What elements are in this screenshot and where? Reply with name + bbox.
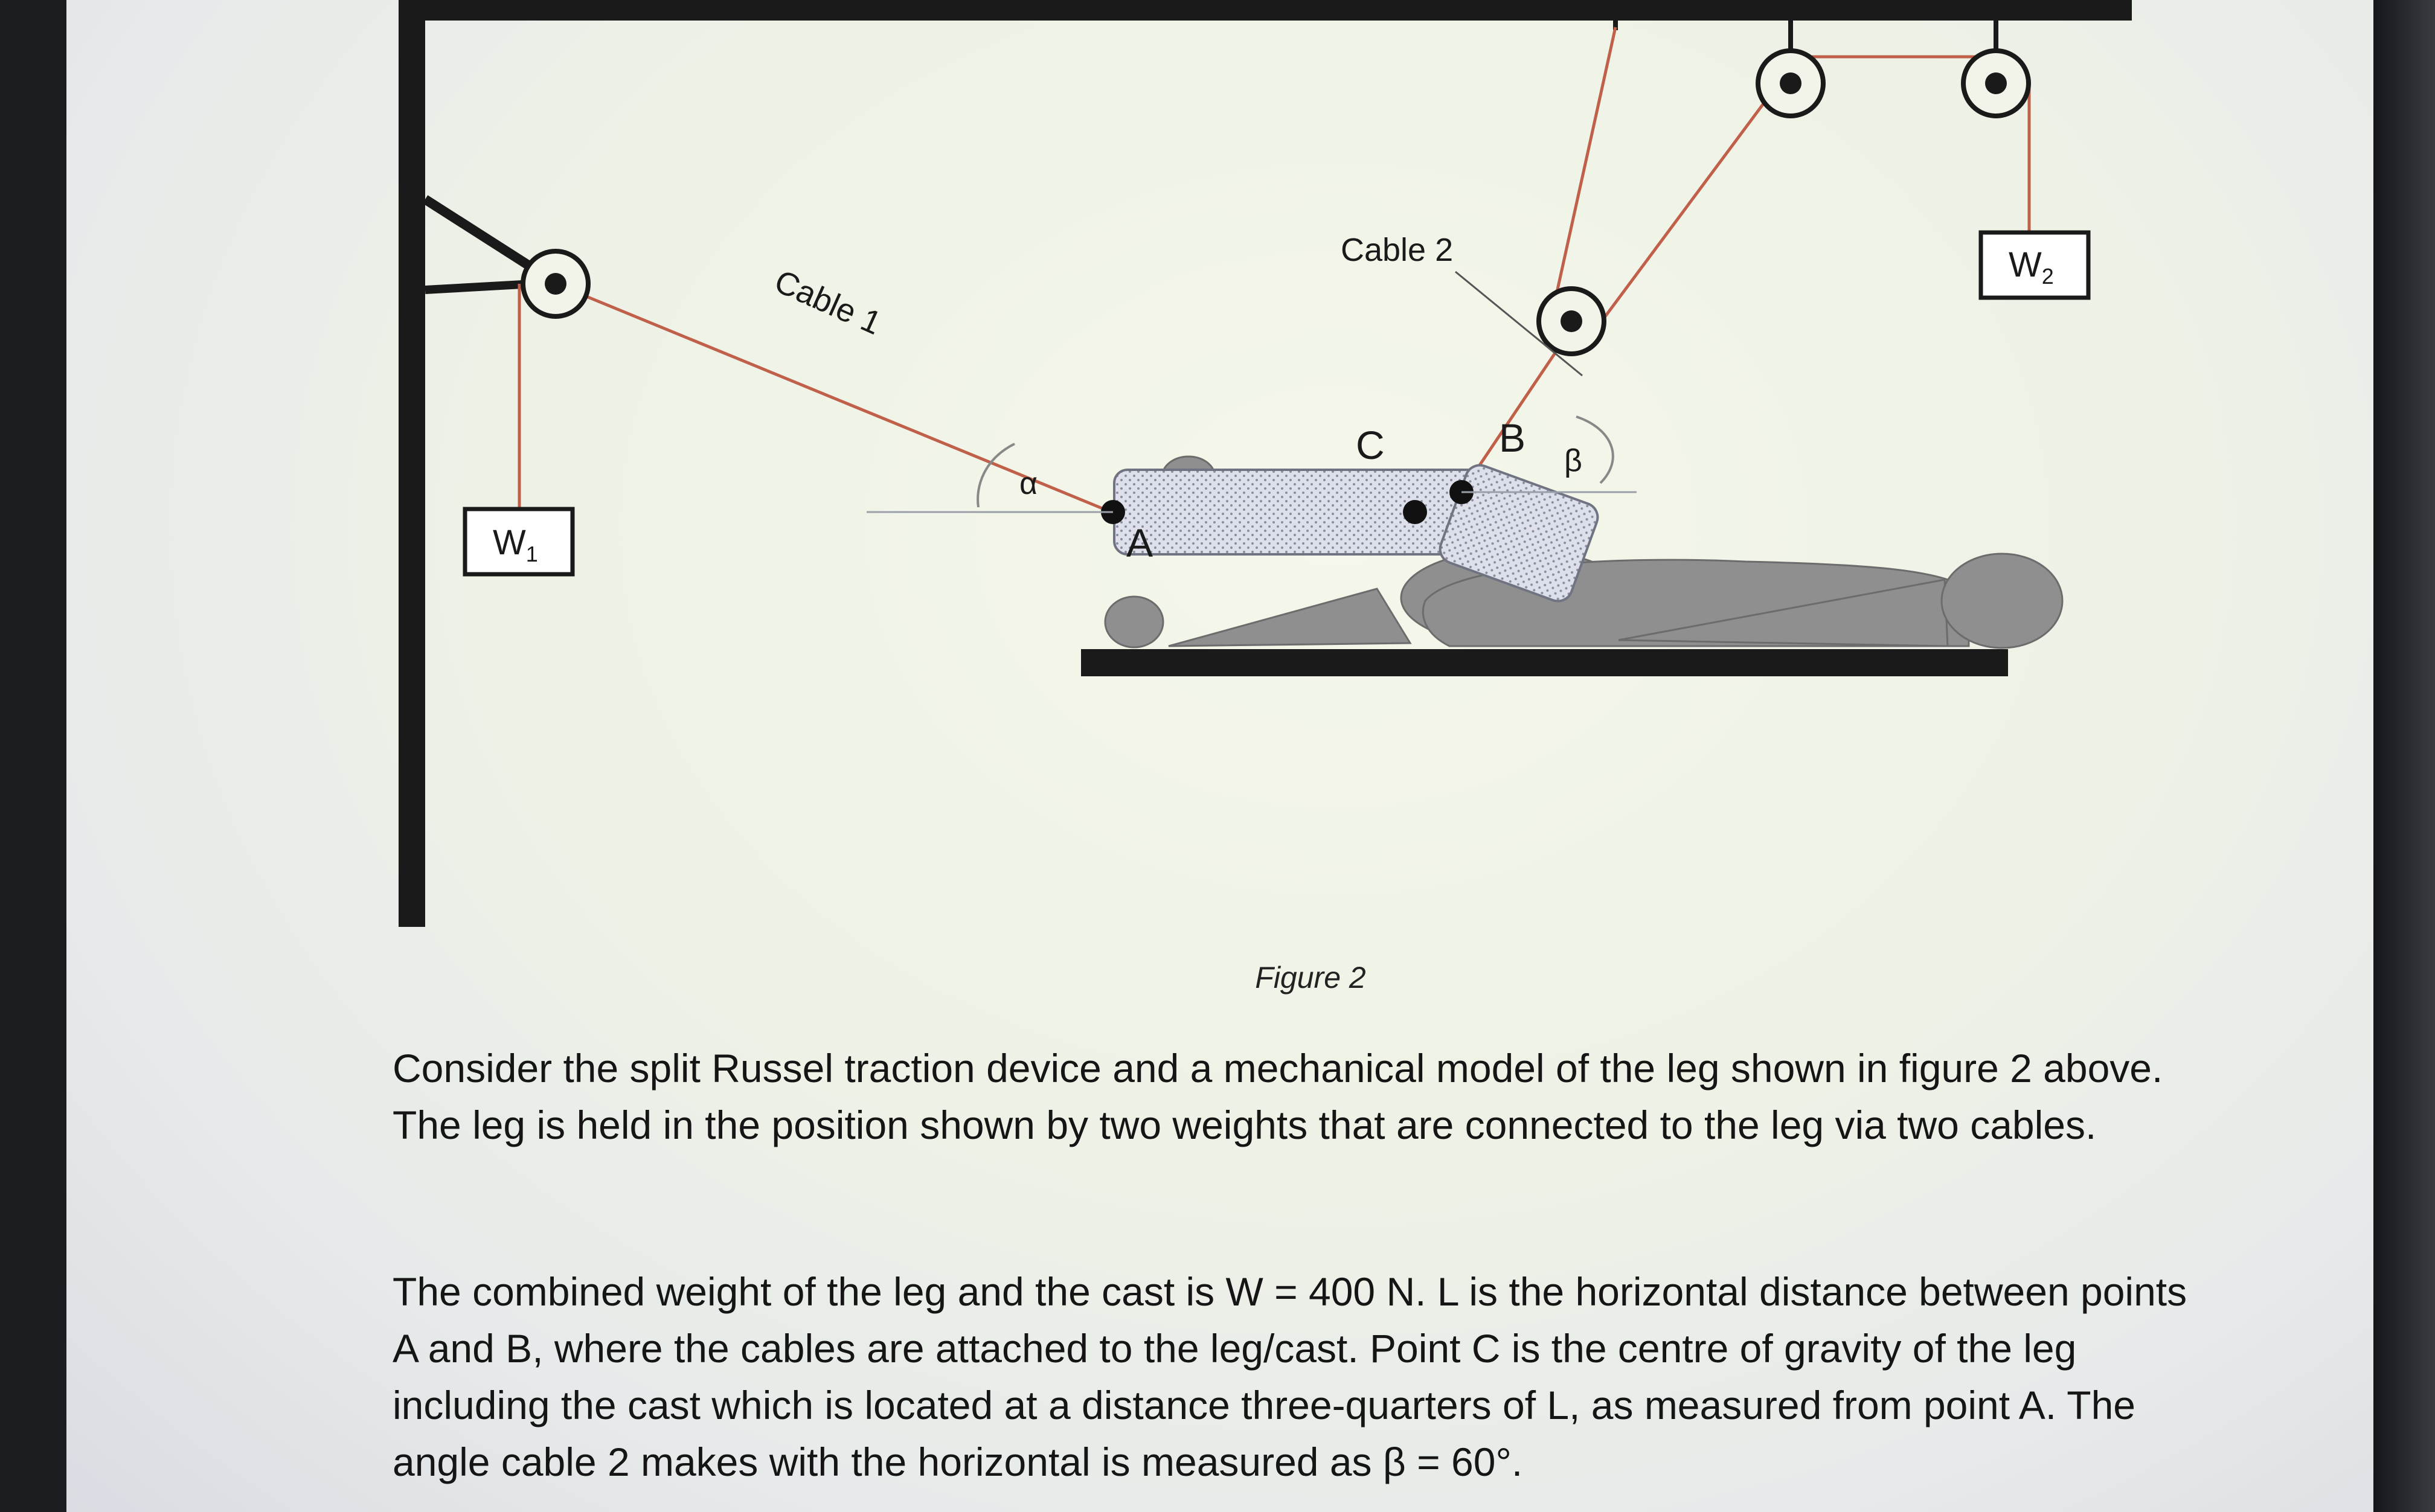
- point-c-dot: [1403, 500, 1427, 524]
- cable-2-to-pulley-line: [1591, 83, 1779, 335]
- other-leg: [1169, 589, 1410, 646]
- weight-w2-label: W: [2009, 245, 2042, 284]
- screen: [66, 0, 2373, 1512]
- frame-top-bar: [399, 0, 2132, 21]
- weight-w1-box: [465, 509, 573, 574]
- thigh-cast: [1114, 470, 1483, 554]
- leg-cast: [1114, 461, 1602, 605]
- monitor-bezel: [2373, 0, 2435, 1512]
- alpha-arc: [978, 444, 1015, 507]
- point-b-label: B: [1499, 415, 1526, 460]
- pulley-1: [523, 251, 588, 316]
- beta-label: β: [1564, 443, 1582, 478]
- problem-paragraph-2: The combined weight of the leg and the cast is W = 400 N. L is the horizontal distance between points A and B, where the cables are attached to the leg/cast. Point C is the centre of gravity of the leg including the cast which is located at a distance three-quarters of L, as measured from point A. The angle cable 2 makes with the horizontal is measured as β = 60°.: [393, 1269, 2187, 1484]
- pulley-3: [1758, 51, 1823, 116]
- figure-caption: Figure 2: [1255, 961, 1366, 995]
- weight-w1-label: W: [493, 523, 526, 562]
- pulley-2: [1539, 289, 1604, 354]
- cable-1-label: Cable 1: [769, 263, 887, 342]
- problem-paragraph-1: Consider the split Russel traction device and a mechanical model of the leg shown in figure 2 above. The leg is held in the position shown by two weights that are connected to the leg via two cables.: [393, 1046, 2163, 1147]
- point-a-label: A: [1126, 521, 1153, 565]
- traction-diagram: [66, 0, 2373, 1027]
- weight-w2-subscript: 2: [2041, 264, 2054, 289]
- bed: [1081, 649, 2008, 676]
- frame-vertical-post: [399, 0, 425, 927]
- point-c-label: C: [1356, 423, 1385, 467]
- pulley-4: [1963, 51, 2029, 116]
- head: [1942, 554, 2062, 648]
- cable-2-up-line: [1552, 27, 1615, 314]
- weight-w2-box: [1981, 232, 2088, 298]
- alpha-label: α: [1019, 466, 1038, 501]
- weight-w1-subscript: 1: [525, 542, 538, 566]
- other-foot: [1105, 597, 1163, 647]
- traction-frame: [399, 0, 2132, 927]
- cable-2-label: Cable 2: [1341, 232, 1454, 268]
